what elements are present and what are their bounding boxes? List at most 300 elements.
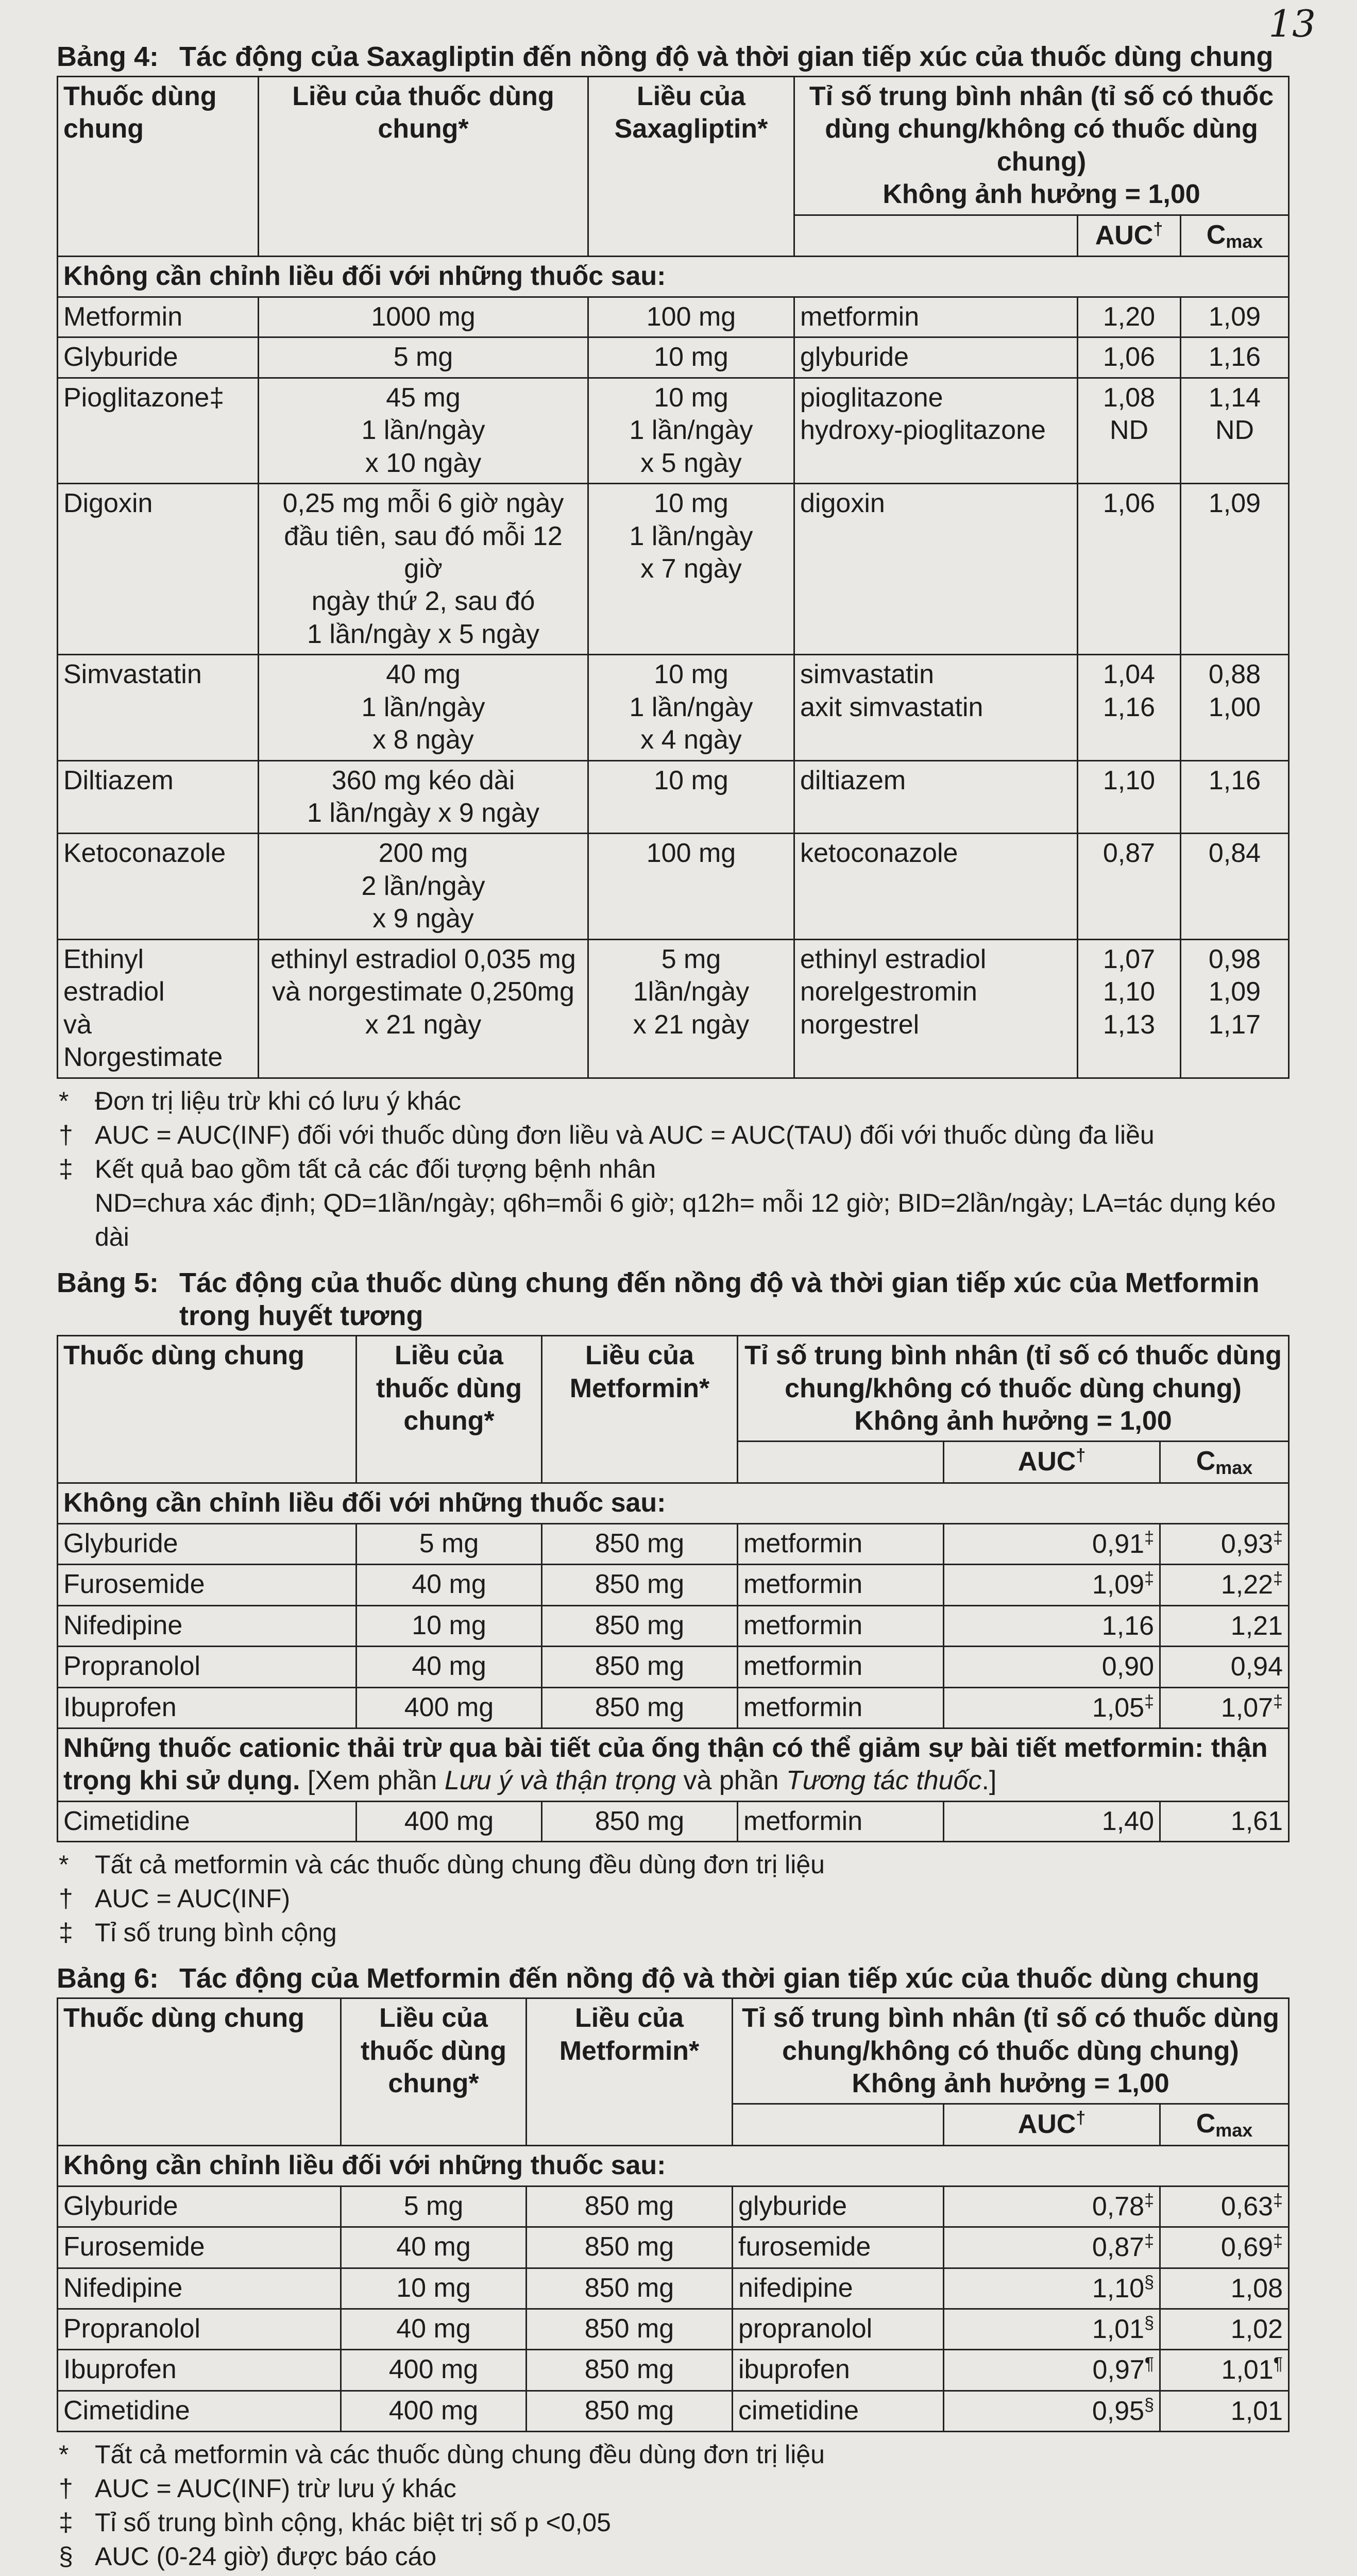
footnote-text: Tất cả metformin và các thuốc dùng chung đều dùng đơn trị liệu <box>95 1850 825 1879</box>
table4-header-drug: Thuốc dùng chung <box>58 76 259 257</box>
drug-line: Metformin <box>63 301 183 332</box>
drug-cell <box>58 337 259 378</box>
drug-line: Diltiazem <box>63 765 174 795</box>
table-row <box>58 2350 1289 2391</box>
dose-main-cell <box>588 655 794 760</box>
dose-co-line: 1 lần/ngày <box>361 415 485 446</box>
footnote <box>57 2539 1288 2573</box>
dose-main-line: 10 mg <box>654 342 728 372</box>
analyte-line: norgestrel <box>800 1009 920 1040</box>
cmax-cell <box>1181 484 1289 655</box>
footnote-symbol: * <box>59 2440 69 2469</box>
drug-cell: Propranolol <box>58 2309 341 2350</box>
dose-main-line: 1 lần/ngày <box>629 692 753 722</box>
page-number-mark: 13 <box>1268 2 1316 45</box>
table4-header-cmax <box>1181 215 1289 257</box>
table6-body <box>58 2146 1289 2432</box>
analyte-line: hydroxy-pioglitazone <box>800 415 1046 446</box>
cmax-marker: ‡ <box>1273 2231 1283 2251</box>
table-row <box>58 378 1289 483</box>
dose-co-line: x 10 ngày <box>365 448 482 478</box>
drug-line: Simvastatin <box>63 659 202 690</box>
auc-line: 1,13 <box>1102 1009 1156 1040</box>
table-row <box>58 1801 1289 1841</box>
footnote-text: AUC = AUC(INF) <box>95 1884 291 1913</box>
footnote-symbol <box>57 1186 95 1254</box>
analyte-cell <box>794 337 1078 378</box>
table4-section: Không cần chỉnh liều đối với những thuốc sau: <box>58 257 1289 297</box>
dose-co-line: 360 mg kéo dài <box>331 765 515 795</box>
auc-cell <box>1078 297 1181 337</box>
drug-cell <box>58 655 259 760</box>
dose-co-line: x 21 ngày <box>365 1009 482 1040</box>
table5-header-no-effect: Không ảnh hưởng = 1,00 <box>854 1405 1172 1436</box>
analyte-line: digoxin <box>800 488 885 519</box>
analyte-cell <box>794 297 1078 337</box>
dose-co-cell: 40 mg <box>341 2309 527 2350</box>
auc-value: 1,05 <box>1092 1692 1145 1723</box>
cmax-value: 0,93 <box>1220 1529 1274 1559</box>
footnote-symbol: ‡ <box>59 1154 73 1183</box>
table4-body <box>58 257 1289 1078</box>
table5-header-cmax <box>1160 1442 1289 1483</box>
analyte-cell <box>794 939 1078 1078</box>
auc-cell <box>1078 337 1181 378</box>
cmax-cell <box>1181 760 1289 834</box>
table4-caption: Tác động của Saxagliptin đến nồng độ và thời gian tiếp xúc của thuốc dùng chung <box>179 41 1274 72</box>
auc-marker: § <box>1144 2272 1154 2292</box>
table4-header-dose-co: Liều của thuốc dùng chung* <box>259 76 588 257</box>
table-row <box>58 1565 1289 1605</box>
table5-caution-pre: [Xem phần <box>307 1766 445 1796</box>
dose-co-line: 1000 mg <box>371 301 476 332</box>
table5-caution-bold: Những thuốc cationic thải trừ qua bài tiết của ống thận có thể giảm sự bài tiết metformin: thận trọng khi sử dụng. <box>63 1733 1268 1796</box>
table6-header-auc <box>944 2104 1160 2146</box>
dose-co-cell <box>259 834 588 939</box>
table-row <box>58 1647 1289 1687</box>
cmax-cell <box>1181 297 1289 337</box>
auc-cell <box>944 2227 1160 2268</box>
table-row <box>58 1605 1289 1646</box>
table-row <box>58 939 1289 1078</box>
dose-main-cell: 850 mg <box>527 2186 733 2227</box>
table4-auc-label: AUC <box>1095 220 1154 250</box>
drug-cell <box>58 939 259 1078</box>
drug-line: và Norgestimate <box>63 1009 223 1073</box>
drug-cell: Propranolol <box>58 1647 357 1687</box>
dose-main-cell <box>588 939 794 1078</box>
footnote-symbol: § <box>59 2542 73 2571</box>
auc-value: 1,09 <box>1092 1570 1145 1600</box>
analyte-cell <box>794 760 1078 834</box>
cmax-marker: ¶ <box>1273 2354 1283 2374</box>
dose-co-line: 40 mg <box>386 659 461 690</box>
drug-cell: Ibuprofen <box>58 1687 357 1728</box>
drug-cell: Furosemide <box>58 1565 357 1605</box>
dose-main-cell <box>588 378 794 483</box>
table-row <box>58 655 1289 760</box>
auc-value: 0,78 <box>1092 2191 1145 2222</box>
table5-auc-label: AUC <box>1017 1447 1076 1477</box>
auc-line: 1,10 <box>1102 977 1156 1007</box>
analyte-cell: metformin <box>738 1647 944 1687</box>
cmax-cell <box>1160 1687 1289 1728</box>
analyte-cell: propranolol <box>733 2309 944 2350</box>
table6-caption: Tác động của Metformin đến nồng độ và thời gian tiếp xúc của thuốc dùng chung <box>179 1963 1260 1994</box>
dose-main-line: 10 mg <box>654 488 728 519</box>
auc-marker: ‡ <box>1144 1528 1154 1548</box>
table6-header-dose-co: Liều của thuốc dùng chung* <box>341 1998 527 2146</box>
table5-caution-mid: và phần <box>676 1766 787 1796</box>
auc-value: 0,91 <box>1092 1529 1145 1559</box>
footnote <box>57 2573 1288 2576</box>
dose-co-line: 45 mg <box>386 382 461 413</box>
dose-main-cell: 850 mg <box>542 1605 738 1646</box>
auc-line: ND <box>1109 415 1149 446</box>
cmax-marker: ‡ <box>1273 2190 1283 2210</box>
analyte-cell: metformin <box>738 1565 944 1605</box>
dose-main-line: x 7 ngày <box>640 553 742 584</box>
footnote-text: AUC = AUC(INF) đối với thuốc dùng đơn liều và AUC = AUC(TAU) đối với thuốc dùng đa liều <box>95 1120 1155 1149</box>
table5-caution-body <box>58 1728 1289 1841</box>
dose-main-cell: 850 mg <box>527 2268 733 2309</box>
drug-cell: Cimetidine <box>58 1801 357 1841</box>
cmax-cell <box>1160 2309 1289 2350</box>
cmax-line: 1,09 <box>1208 488 1261 519</box>
table6-number: Bảng 6: <box>57 1963 159 1994</box>
table6-auc-mark: † <box>1076 2108 1086 2128</box>
auc-line: 1,10 <box>1102 765 1156 795</box>
dose-co-cell: 10 mg <box>341 2268 527 2309</box>
dose-main-cell: 850 mg <box>527 2350 733 2391</box>
footnote <box>57 1118 1288 1152</box>
auc-value: 0,90 <box>1101 1652 1154 1682</box>
dose-main-line: 1 lần/ngày <box>629 521 753 551</box>
cmax-line: ND <box>1215 415 1254 446</box>
table5-caption: Tác động của thuốc dùng chung đến nồng độ và thời gian tiếp xúc của Metformin trong huyết tương <box>179 1267 1260 1332</box>
cmax-value: 1,07 <box>1220 1692 1274 1723</box>
table5-caution-post: .] <box>981 1766 997 1796</box>
footnote-text: ND=chưa xác định; QD=1lần/ngày; q6h=mỗi 6 giờ; q12h= mỗi 12 giờ; BID=2lần/ngày; LA=tác dụng kéo dài <box>95 1188 1276 1251</box>
cmax-cell <box>1160 2350 1289 2391</box>
table4-cmax-label: C <box>1206 219 1226 250</box>
dose-co-line: x 9 ngày <box>372 904 474 934</box>
table5-caution-ref1: Lưu ý và thận trọng <box>444 1766 676 1796</box>
cmax-value: 1,01 <box>1230 2396 1283 2426</box>
cmax-value: 1,21 <box>1230 1611 1283 1641</box>
cmax-line: 0,88 <box>1208 659 1261 690</box>
table6 <box>57 1997 1290 2432</box>
dose-co-cell: 400 mg <box>341 2391 527 2431</box>
auc-cell <box>944 1687 1160 1728</box>
table5-caution-ref2: Tương tác thuốc <box>786 1766 982 1796</box>
dose-main-cell <box>588 760 794 834</box>
table4-header-ratio <box>794 76 1289 215</box>
cmax-line: 0,84 <box>1208 838 1261 869</box>
analyte-line: simvastatin <box>800 659 935 690</box>
drug-cell <box>58 484 259 655</box>
analyte-line: glyburide <box>800 342 909 372</box>
footnote-text <box>95 2573 337 2576</box>
table6-header-no-effect: Không ảnh hưởng = 1,00 <box>852 2068 1169 2098</box>
dose-main-cell: 850 mg <box>542 1647 738 1687</box>
footnote <box>57 1882 1288 1916</box>
table-row <box>58 2227 1289 2268</box>
auc-value: 0,87 <box>1092 2232 1145 2263</box>
auc-marker: ‡ <box>1144 2190 1154 2210</box>
table5-header-drug: Thuốc dùng chung <box>58 1336 357 1483</box>
auc-marker: § <box>1144 2313 1154 2333</box>
table6-cmax-label: C <box>1196 2109 1216 2139</box>
dose-co-line: 1 lần/ngày <box>361 692 485 722</box>
auc-marker: § <box>1144 2395 1154 2415</box>
cmax-cell <box>1181 337 1289 378</box>
analyte-cell: furosemide <box>733 2227 944 2268</box>
auc-value: 0,95 <box>1092 2396 1145 2426</box>
auc-cell <box>1078 939 1181 1078</box>
analyte-line: pioglitazone <box>800 382 943 413</box>
auc-marker: ‡ <box>1144 1569 1154 1589</box>
auc-cell <box>944 1565 1160 1605</box>
dose-main-cell: 850 mg <box>527 2391 733 2431</box>
table4-header-dose-main: Liều của Saxagliptin* <box>588 76 794 257</box>
auc-cell: 1,40 <box>944 1801 1160 1841</box>
table6-cmax-sub: max <box>1215 2120 1253 2141</box>
auc-line: 1,16 <box>1102 692 1156 722</box>
dose-co-line: 0,25 mg mỗi 6 giờ ngày <box>282 488 564 519</box>
table4-title <box>57 40 1288 74</box>
footnote <box>57 2505 1288 2539</box>
analyte-cell: metformin <box>738 1605 944 1646</box>
auc-cell <box>944 2268 1160 2309</box>
dose-co-cell <box>259 655 588 760</box>
dose-co-cell: 5 mg <box>341 2186 527 2227</box>
table5-header-auc <box>944 1442 1160 1483</box>
document-body <box>57 36 1288 2576</box>
auc-cell <box>944 2309 1160 2350</box>
dose-main-cell: 850 mg <box>527 2309 733 2350</box>
auc-marker: ‡ <box>1144 2231 1154 2251</box>
table-row <box>58 834 1289 939</box>
table5-header-ratio <box>738 1336 1289 1442</box>
cmax-cell <box>1160 2391 1289 2431</box>
drug-line: Glyburide <box>63 342 178 372</box>
dose-co-line: 5 mg <box>393 342 453 372</box>
auc-value: 0,97 <box>1092 2355 1145 2385</box>
drug-cell: Cimetidine <box>58 2391 341 2431</box>
dose-main-cell <box>588 337 794 378</box>
dose-co-cell: 400 mg <box>357 1687 542 1728</box>
table6-header-dose-main: Liều của Metformin* <box>527 1998 733 2146</box>
dose-co-cell: 40 mg <box>357 1647 542 1687</box>
cmax-value: 0,63 <box>1220 2191 1274 2222</box>
cmax-value: 1,01 <box>1221 2355 1274 2385</box>
analyte-cell: ibuprofen <box>733 2350 944 2391</box>
cmax-cell <box>1160 2186 1289 2227</box>
auc-cell <box>1078 484 1181 655</box>
drug-cell: Glyburide <box>58 2186 341 2227</box>
table-row <box>58 760 1289 834</box>
dose-co-line: 2 lần/ngày <box>361 871 485 901</box>
cmax-value: 1,22 <box>1220 1570 1274 1600</box>
drug-line: Pioglitazone‡ <box>63 382 225 413</box>
table6-header-ratio-text: Tỉ số trung bình nhân (tỉ số có thuốc dùng chung/không có thuốc dùng chung) <box>742 2003 1279 2066</box>
dose-co-line: 1 lần/ngày x 9 ngày <box>307 798 539 828</box>
footnote <box>57 1916 1288 1950</box>
drug-cell: Ibuprofen <box>58 2350 341 2391</box>
auc-value: 1,16 <box>1101 1611 1154 1641</box>
analyte-cell: nifedipine <box>733 2268 944 2309</box>
footnote <box>57 1152 1288 1186</box>
cmax-line: 1,00 <box>1208 692 1261 722</box>
footnote-text: AUC (0-24 giờ) được báo cáo <box>95 2542 437 2571</box>
table4-cmax-sub: max <box>1226 230 1263 252</box>
drug-cell <box>58 378 259 483</box>
footnote <box>57 1186 1288 1254</box>
auc-marker: ‡ <box>1144 1691 1154 1711</box>
dose-main-cell: 850 mg <box>542 1687 738 1728</box>
drug-line: Ketoconazole <box>63 838 226 869</box>
cmax-line: 1,09 <box>1208 301 1261 332</box>
cmax-cell <box>1181 378 1289 483</box>
cmax-value: 0,94 <box>1230 1652 1283 1682</box>
dose-main-cell <box>588 297 794 337</box>
table-row <box>58 1687 1289 1728</box>
table6-auc-label: AUC <box>1017 2109 1076 2140</box>
analyte-line: ketoconazole <box>800 838 958 869</box>
table5-header-ratio-text: Tỉ số trung bình nhân (tỉ số có thuốc dùng chung/không có thuốc dùng chung) <box>744 1341 1282 1403</box>
auc-line: 1,06 <box>1102 488 1156 519</box>
cmax-marker: ‡ <box>1273 1691 1283 1711</box>
footnote-symbol: † <box>59 1884 73 1913</box>
auc-cell <box>944 1647 1160 1687</box>
drug-line: Ethinyl estradiol <box>63 944 165 1007</box>
dose-main-cell: 850 mg <box>542 1565 738 1605</box>
dose-co-cell <box>259 484 588 655</box>
footnote-text: Tất cả metformin và các thuốc dùng chung đều dùng đơn trị liệu <box>95 2440 825 2469</box>
dose-main-line: x 5 ngày <box>640 448 742 478</box>
analyte-cell <box>794 655 1078 760</box>
table5-section: Không cần chỉnh liều đối với những thuốc sau: <box>58 1483 1289 1523</box>
dose-main-line: x 4 ngày <box>640 725 742 755</box>
auc-line: 1,08 <box>1102 382 1156 413</box>
auc-cell <box>944 2391 1160 2431</box>
footnote <box>57 2471 1288 2505</box>
cmax-cell: 1,61 <box>1160 1801 1289 1841</box>
table4-header-auc <box>1078 215 1181 257</box>
dose-co-line: đầu tiên, sau đó mỗi 12 giờ <box>284 521 563 584</box>
dose-co-cell: 5 mg <box>357 1523 542 1564</box>
analyte-line: axit simvastatin <box>800 692 983 722</box>
dose-co-cell: 400 mg <box>341 2350 527 2391</box>
table4 <box>57 76 1290 1079</box>
table5-cmax-label: C <box>1196 1446 1216 1477</box>
cmax-line: 0,98 <box>1208 944 1261 974</box>
auc-cell <box>944 1605 1160 1646</box>
table5-auc-mark: † <box>1076 1446 1086 1466</box>
dose-co-cell <box>259 337 588 378</box>
footnote-symbol: * <box>59 1086 69 1115</box>
analyte-cell: cimetidine <box>733 2391 944 2431</box>
auc-line: 1,07 <box>1102 944 1156 974</box>
drug-cell: Furosemide <box>58 2227 341 2268</box>
dose-co-cell <box>259 378 588 483</box>
dose-main-line: 5 mg <box>661 944 721 974</box>
dose-main-line: 100 mg <box>646 838 736 869</box>
dose-main-cell <box>588 484 794 655</box>
table5-caution <box>58 1728 1289 1801</box>
cmax-line: 1,16 <box>1208 342 1261 372</box>
table6-header-drug: Thuốc dùng chung <box>58 1998 341 2146</box>
drug-cell <box>58 297 259 337</box>
table-row <box>58 297 1289 337</box>
cmax-cell <box>1160 1605 1289 1646</box>
table4-header-no-effect: Không ảnh hưởng = 1,00 <box>883 179 1200 210</box>
footnote-text: Tỉ số trung bình cộng <box>95 1918 337 1947</box>
cmax-line: 1,17 <box>1208 1009 1261 1040</box>
auc-marker: ¶ <box>1144 2354 1154 2374</box>
footnote-symbol: † <box>59 1120 73 1149</box>
table5-header-blank <box>738 1442 944 1483</box>
dose-main-line: 10 mg <box>654 659 728 690</box>
table6-header-ratio <box>733 1998 1289 2104</box>
table4-number: Bảng 4: <box>57 41 159 72</box>
cmax-marker: ‡ <box>1273 1528 1283 1548</box>
table6-header-cmax <box>1160 2104 1289 2146</box>
auc-cell <box>1078 834 1181 939</box>
drug-cell <box>58 760 259 834</box>
table-row <box>58 2268 1289 2309</box>
footnote <box>57 2437 1288 2471</box>
analyte-cell: metformin <box>738 1687 944 1728</box>
table4-header-ratio-text: Tỉ số trung bình nhân (tỉ số có thuốc dùng chung/không có thuốc dùng chung) <box>809 81 1274 177</box>
analyte-line: norelgestromin <box>800 977 977 1007</box>
dose-main-line: 10 mg <box>654 382 728 413</box>
footnote-symbol <box>57 2573 95 2576</box>
dose-co-cell: 40 mg <box>341 2227 527 2268</box>
auc-value: 1,10 <box>1092 2273 1145 2303</box>
table5-number: Bảng 5: <box>57 1267 159 1298</box>
table6-title <box>57 1962 1288 1995</box>
cmax-cell <box>1181 655 1289 760</box>
footnote <box>57 1084 1288 1118</box>
analyte-cell: metformin <box>738 1523 944 1564</box>
analyte-line: ethinyl estradiol <box>800 944 987 974</box>
table-row <box>58 337 1289 378</box>
cmax-cell <box>1160 2268 1289 2309</box>
drug-cell: Nifedipine <box>58 2268 341 2309</box>
auc-cell <box>1078 760 1181 834</box>
cmax-line: 1,14 <box>1208 382 1261 413</box>
dose-main-cell: 850 mg <box>527 2227 733 2268</box>
dose-co-line: và norgestimate 0,250mg <box>272 977 574 1007</box>
auc-cell <box>944 2350 1160 2391</box>
auc-value: 1,01 <box>1092 2314 1145 2345</box>
footnote-text: Tỉ số trung bình cộng, khác biệt trị số p <0,05 <box>95 2508 611 2537</box>
footnote-text: Đơn trị liệu trừ khi có lưu ý khác <box>95 1086 462 1115</box>
table5-notes <box>57 1848 1288 1950</box>
table6-header-blank <box>733 2104 944 2146</box>
dose-main-cell: 850 mg <box>542 1523 738 1564</box>
cmax-value: 1,02 <box>1230 2314 1283 2345</box>
cmax-line: 1,09 <box>1208 977 1261 1007</box>
auc-line: 1,06 <box>1102 342 1156 372</box>
dose-co-cell <box>259 297 588 337</box>
table5-cmax-sub: max <box>1215 1457 1253 1479</box>
table4-notes <box>57 1084 1288 1254</box>
cmax-cell <box>1160 1647 1289 1687</box>
cmax-value: 0,69 <box>1220 2232 1274 2263</box>
